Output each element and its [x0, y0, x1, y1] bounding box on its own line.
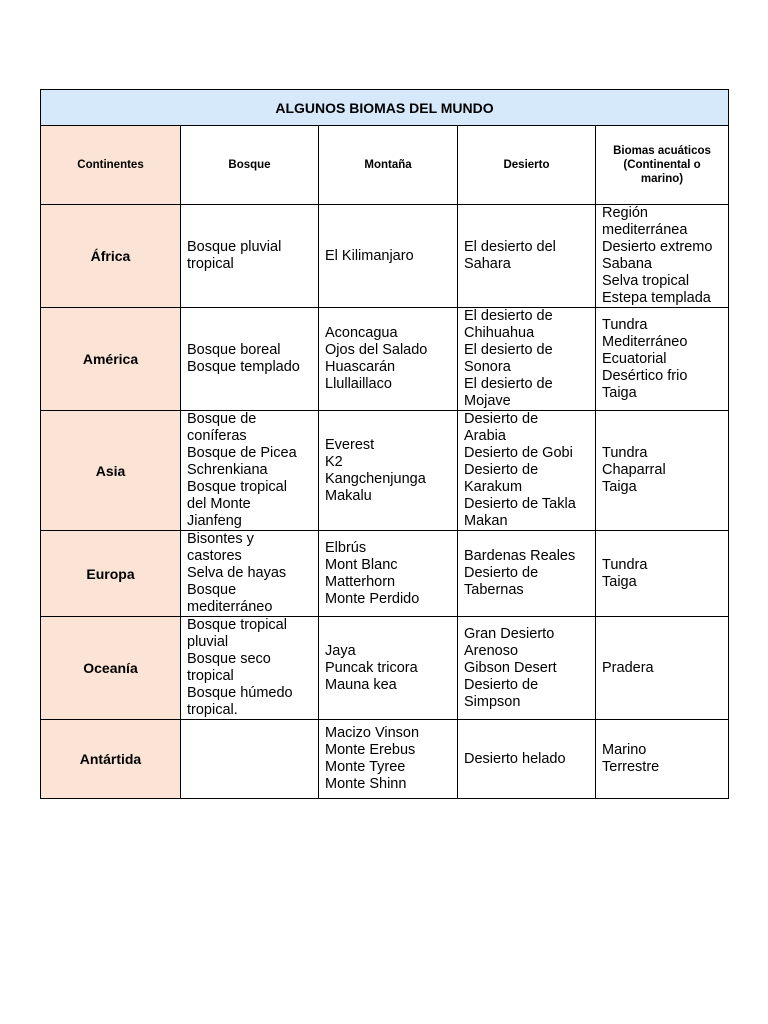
cell-line: Elbrús: [325, 539, 367, 556]
cell-bosque: [181, 720, 319, 799]
cell-montana: [319, 531, 458, 617]
table-body: [41, 205, 729, 799]
cell-line: Monte Perdido: [325, 590, 420, 607]
cell-line: Mauna kea: [325, 676, 397, 693]
cell-line: Terrestre: [602, 759, 660, 775]
cell-line: Bosque: [187, 582, 237, 598]
cell-line: Desierto de Takla: [464, 496, 576, 512]
cell-line: Huascarán: [325, 359, 396, 375]
cell-line: Bosque de: [187, 411, 257, 427]
cell-montana: [319, 205, 458, 308]
cell-line: Gibson Desert: [464, 659, 557, 676]
table-title: ALGUNOS BIOMAS DEL MUNDO: [41, 90, 729, 126]
cell-line: Gran Desierto: [464, 625, 555, 642]
table-row: [41, 720, 729, 799]
cell-line: Taiga: [602, 479, 637, 495]
cell-line: mediterránea: [602, 222, 688, 238]
cell-line: Pradera: [602, 659, 654, 676]
cell-line: Bosque tropical: [187, 479, 287, 495]
cell-acuaticos: [596, 617, 729, 720]
cell-line: El desierto de: [464, 376, 553, 392]
biomes-table: [40, 89, 729, 799]
cell-line: Chihuahua: [464, 325, 535, 341]
cell-line: Sahara: [464, 256, 511, 272]
cell-line: Llullaillaco: [325, 376, 392, 392]
cell-line: Selva tropical: [602, 273, 690, 289]
continent-label: África: [41, 205, 181, 308]
cell-desierto: [458, 531, 596, 617]
cell-line: Desértico frio: [602, 367, 688, 384]
cell-line: Bardenas Reales: [464, 548, 576, 564]
cell-line: Makalu: [325, 487, 372, 504]
cell-line: Desierto de Gobi: [464, 445, 573, 461]
cell-line: El Kilimanjaro: [325, 247, 414, 264]
cell-bosque: [181, 617, 319, 720]
cell-montana: [319, 308, 458, 411]
cell-line: Taiga: [602, 384, 637, 401]
header-montana: Montaña: [319, 126, 458, 205]
cell-line: Bosque de Picea: [187, 445, 297, 461]
cell-acuaticos: [596, 531, 729, 617]
table-row: [41, 308, 729, 411]
cell-line: Sabana: [602, 256, 652, 272]
cell-line: Desierto de: [464, 462, 539, 478]
cell-line: Tundra: [602, 445, 648, 461]
cell-bosque: [181, 308, 319, 411]
cell-line: Jianfeng: [187, 513, 242, 529]
cell-line: tropical.: [187, 702, 238, 718]
cell-line: Bosque tropical: [187, 617, 287, 633]
header-acuaticos-line: marino): [640, 173, 684, 185]
cell-line: Desierto helado: [464, 750, 566, 767]
cell-line: Everest: [325, 436, 375, 453]
cell-line: Estepa templada: [602, 290, 711, 306]
cell-line: del Monte: [187, 496, 251, 512]
cell-line: Macizo Vinson: [325, 725, 420, 741]
cell-line: Tabernas: [464, 582, 524, 598]
cell-line: Tundra: [602, 556, 648, 573]
cell-desierto: [458, 205, 596, 308]
header-desierto: Desierto: [458, 126, 596, 205]
cell-line: Taiga: [602, 573, 637, 590]
cell-line: Tundra: [602, 316, 648, 333]
cell-line: K2: [325, 453, 343, 470]
continent-label: Antártida: [41, 720, 181, 799]
cell-line: El desierto de: [464, 308, 553, 324]
cell-line: mediterráneo: [187, 599, 273, 615]
cell-line: Matterhorn: [325, 573, 396, 590]
cell-acuaticos: [596, 308, 729, 411]
cell-line: Arenoso: [464, 642, 519, 659]
continent-label: Europa: [41, 531, 181, 617]
cell-line: Mojave: [464, 393, 511, 409]
cell-bosque: [181, 531, 319, 617]
cell-line: Desierto de: [464, 411, 539, 427]
cell-line: pluvial: [187, 634, 229, 650]
cell-line: Bosque pluvial: [187, 239, 282, 255]
cell-line: El desierto de: [464, 342, 553, 358]
header-row: [41, 126, 729, 205]
cell-acuaticos: [596, 411, 729, 531]
cell-desierto: [458, 617, 596, 720]
cell-line: Chaparral: [602, 462, 666, 478]
cell-line: Monte Erebus: [325, 742, 416, 758]
header-acuaticos-line: (Continental o: [623, 159, 701, 171]
table-row: [41, 531, 729, 617]
cell-line: Ojos del Salado: [325, 342, 428, 358]
table-row: [41, 411, 729, 531]
header-bosque: Bosque: [181, 126, 319, 205]
continent-label: Asia: [41, 411, 181, 531]
cell-line: Bosque boreal: [187, 342, 281, 358]
cell-line: Desierto de: [464, 676, 539, 693]
cell-line: Bosque templado: [187, 359, 300, 375]
cell-line: Bosque húmedo: [187, 685, 293, 701]
cell-line: Bosque seco: [187, 651, 271, 667]
cell-acuaticos: [596, 720, 729, 799]
header-acuaticos-line: Biomas acuáticos: [613, 145, 711, 157]
cell-line: Kangchenjunga: [325, 470, 426, 487]
table-row: [41, 617, 729, 720]
cell-line: Puncak tricora: [325, 659, 418, 676]
cell-line: El desierto del: [464, 239, 556, 255]
cell-montana: [319, 617, 458, 720]
cell-line: Jaya: [325, 642, 356, 659]
cell-line: tropical: [187, 668, 234, 684]
cell-line: castores: [187, 548, 242, 564]
cell-line: Región: [602, 205, 648, 221]
cell-montana: [319, 411, 458, 531]
cell-line: Monte Shinn: [325, 776, 407, 792]
cell-line: Karakum: [464, 479, 523, 495]
cell-line: Selva de hayas: [187, 565, 287, 581]
table-row: [41, 205, 729, 308]
header-biomas-acuaticos: [596, 126, 729, 205]
cell-line: Marino: [602, 742, 647, 758]
cell-line: Mediterráneo: [602, 333, 688, 350]
cell-desierto: [458, 411, 596, 531]
continent-label: América: [41, 308, 181, 411]
cell-line: Desierto de: [464, 565, 539, 581]
cell-line: coníferas: [187, 428, 247, 444]
cell-line: Ecuatorial: [602, 350, 667, 367]
cell-line: Mont Blanc: [325, 556, 398, 573]
cell-bosque: [181, 205, 319, 308]
cell-desierto: [458, 720, 596, 799]
title-row: [41, 90, 729, 126]
cell-line: Schrenkiana: [187, 462, 268, 478]
cell-line: Bisontes y: [187, 531, 254, 547]
cell-montana: [319, 720, 458, 799]
cell-line: Sonora: [464, 359, 511, 375]
continent-label: Oceanía: [41, 617, 181, 720]
cell-acuaticos: [596, 205, 729, 308]
cell-line: Desierto extremo: [602, 239, 713, 255]
cell-line: Simpson: [464, 693, 521, 710]
cell-line: Aconcagua: [325, 325, 398, 341]
cell-desierto: [458, 308, 596, 411]
cell-line: Arabia: [464, 428, 506, 444]
cell-line: Makan: [464, 513, 508, 529]
cell-bosque: [181, 411, 319, 531]
header-continentes: Continentes: [41, 126, 181, 205]
cell-line: Monte Tyree: [325, 759, 406, 775]
cell-line: tropical: [187, 256, 234, 272]
